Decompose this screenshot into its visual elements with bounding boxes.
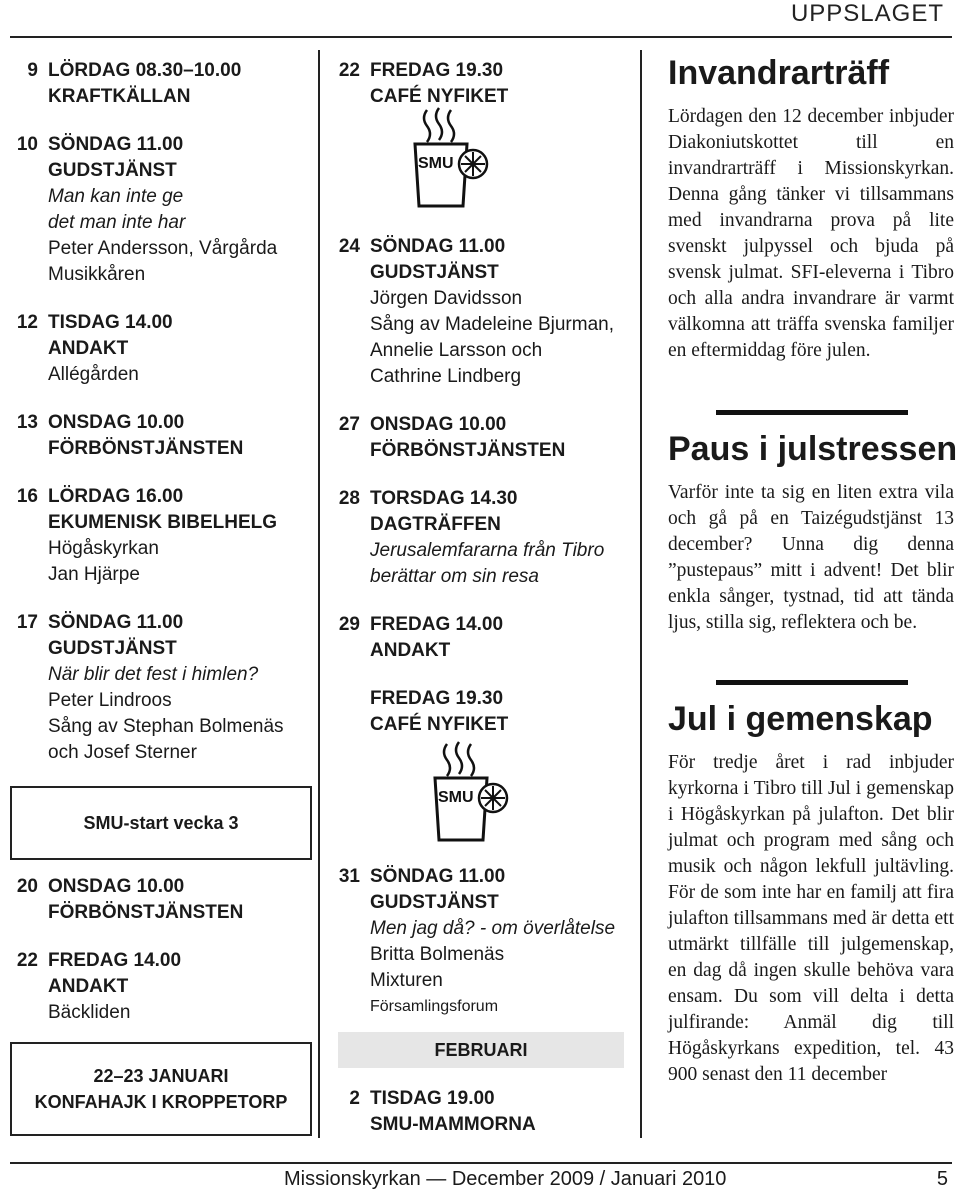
event-title: FÖRBÖNSTJÄNSTEN: [48, 438, 244, 459]
event-theme: Men jag då? - om överlåtelse: [370, 918, 616, 939]
event-time: TISDAG 19.00: [370, 1088, 495, 1109]
event-10: [8, 132, 308, 288]
event-title: ANDAKT: [370, 640, 451, 661]
event-detail: Mixturen: [370, 970, 443, 991]
event-2: [330, 1086, 630, 1138]
event-24: [330, 234, 630, 390]
event-title: ANDAKT: [48, 338, 129, 359]
event-day: 27: [338, 414, 360, 435]
event-29: [330, 612, 630, 664]
event-time: SÖNDAG 11.00: [370, 236, 506, 257]
article-title: Invandrarträff: [668, 54, 890, 92]
event-28: [330, 486, 630, 590]
event-31: [330, 864, 630, 1020]
event-theme: berättar om sin resa: [370, 566, 539, 587]
event-detail: och Josef Sterner: [48, 742, 197, 763]
event-title: SMU-MAMMORNA: [370, 1114, 536, 1135]
event-time: FREDAG 19.30: [370, 60, 504, 81]
event-title: EKUMENISK BIBELHELG: [48, 512, 278, 533]
event-title: CAFÉ NYFIKET: [370, 714, 509, 735]
smu-cup-icon: [425, 740, 515, 850]
event-detail: Musikkåren: [48, 264, 146, 285]
middle-column: [330, 58, 630, 110]
article-body: Varför inte ta sig en liten extra vila och gå på en Taizégudstjänst 13 december? Unna dig denna ”pustepaus” mitt i advent! Det blir enkla sånger, tystnad, tid att tända ljus, stilla sig, reflektera och be.: [668, 482, 954, 633]
article-title: Paus i julstressen: [668, 430, 958, 468]
event-theme: Jerusalemfararna från Tibro: [370, 540, 605, 561]
event-time: LÖRDAG 08.30–10.00: [48, 60, 242, 81]
smu-start-label: SMU-start vecka 3: [83, 813, 239, 833]
page-number: 5: [936, 1168, 948, 1190]
header-rule: [10, 36, 952, 38]
event-time: ONSDAG 10.00: [48, 876, 185, 897]
event-12: [8, 310, 308, 388]
event-title: CAFÉ NYFIKET: [370, 86, 509, 107]
event-17: [8, 610, 308, 766]
month-band: [338, 1032, 624, 1068]
event-day: 9: [27, 60, 38, 81]
event-detail: Bäckliden: [48, 1002, 131, 1023]
event-day: 13: [16, 412, 38, 433]
event-time: FREDAG 19.30: [370, 688, 504, 709]
event-time: LÖRDAG 16.00: [48, 486, 184, 507]
event-title: GUDSTJÄNST: [48, 160, 177, 181]
middle-column-4: [330, 1086, 630, 1138]
event-13: [8, 410, 308, 462]
article-body: Lördagen den 12 december inbjuder Diakoniutskottet till en invandrarträff i Missionskyrkan. Denna gång tänker vi tillsammans med invandrarna prova på lite svenskt julpyssel och bjuda på svensk julmat. SFI-eleverna i Tibro och alla andra invandrare är varmt välkomna att träffa svenska familjer en eftermiddag före julen.: [668, 106, 954, 361]
article-title: Jul i gemenskap: [668, 700, 933, 738]
event-detail: Peter Lindroos: [48, 690, 172, 711]
event-time: SÖNDAG 11.00: [48, 612, 184, 633]
konfahajk-box: [10, 1042, 312, 1136]
section-header: UPPSLAGET: [790, 0, 944, 27]
event-day: 10: [16, 134, 38, 155]
event-time: ONSDAG 10.00: [48, 412, 185, 433]
event-time: SÖNDAG 11.00: [370, 866, 506, 887]
middle-column-3: [330, 864, 630, 1020]
footer-rule: [10, 1162, 952, 1164]
article-divider: [716, 680, 908, 685]
konfahajk-date: 22–23 JANUARI: [93, 1066, 229, 1086]
column-divider-left: [318, 50, 320, 1138]
event-9: [8, 58, 308, 110]
event-title: GUDSTJÄNST: [370, 262, 499, 283]
event-detail: Sång av Stephan Bolmenäs: [48, 716, 284, 737]
event-detail: Församlingsforum: [370, 998, 499, 1015]
event-detail: Cathrine Lindberg: [370, 366, 522, 387]
event-day: 2: [349, 1088, 360, 1109]
month-label: FEBRUARI: [434, 1039, 528, 1060]
event-detail: Britta Bolmenäs: [370, 944, 505, 965]
event-time: TORSDAG 14.30: [370, 488, 518, 509]
event-time: FREDAG 14.00: [48, 950, 182, 971]
event-time: TISDAG 14.00: [48, 312, 173, 333]
cup-label: SMU: [438, 789, 474, 806]
event-title: FÖRBÖNSTJÄNSTEN: [370, 440, 566, 461]
event-16: [8, 484, 308, 588]
event-detail: Högåskyrkan: [48, 538, 159, 559]
event-title: GUDSTJÄNST: [370, 892, 499, 913]
event-day: 24: [338, 236, 360, 257]
event-detail: Peter Andersson, Vårgårda: [48, 238, 278, 259]
event-time: SÖNDAG 11.00: [48, 134, 184, 155]
article-divider: [716, 410, 908, 415]
event-29-cafe: [330, 686, 630, 738]
cup-label: SMU: [418, 155, 454, 172]
article-body: För tredje året i rad inbjuder kyrkorna i Tibro till Jul i gemenskap i Högåskyrkan på julafton. Det blir julmat och program med sång och musik och någon lekfull jultävling. För de som inte har en familj att fira julafton tillsammans med är detta ett utmärkt tillfälle till julgemenskap, en dag då ingen skulle behöva vara ensam. Du som vill delta i detta julfirande: Anmäl dig till Högåskyrkans expedition, tel. 43 900 senast den 11 december: [668, 752, 954, 1085]
konfahajk-title: KONFAHAJK I KROPPETORP: [34, 1092, 288, 1112]
event-theme: det man inte har: [48, 212, 186, 233]
left-column: [8, 58, 308, 766]
event-22: [8, 948, 308, 1026]
event-theme: När blir det fest i himlen?: [48, 664, 259, 685]
event-detail: Sång av Madeleine Bjurman,: [370, 314, 614, 335]
event-theme: Man kan inte ge: [48, 186, 184, 207]
event-time: FREDAG 14.00: [370, 614, 504, 635]
event-day: 29: [338, 614, 360, 635]
event-detail: Jan Hjärpe: [48, 564, 140, 585]
event-day: 17: [16, 612, 38, 633]
event-day: 20: [16, 876, 38, 897]
event-title: GUDSTJÄNST: [48, 638, 177, 659]
event-detail: Allégården: [48, 364, 139, 385]
smu-cup-icon: [405, 106, 495, 216]
middle-column-2: [330, 234, 630, 738]
event-day: 22: [16, 950, 38, 971]
event-20: [8, 874, 308, 926]
event-title: FÖRBÖNSTJÄNSTEN: [48, 902, 244, 923]
event-27: [330, 412, 630, 464]
event-day: 22: [338, 60, 360, 81]
event-day: 16: [16, 486, 38, 507]
left-column-lower: [8, 874, 308, 1026]
smu-start-box: [10, 786, 312, 860]
event-day: 12: [16, 312, 38, 333]
event-detail: Annelie Larsson och: [370, 340, 543, 361]
event-detail: Jörgen Davidsson: [370, 288, 523, 309]
event-day: 31: [338, 866, 360, 887]
column-divider-right: [640, 50, 642, 1138]
footer-text: Missionskyrkan — December 2009 / Januari 2010: [284, 1168, 727, 1190]
event-title: KRAFTKÄLLAN: [48, 86, 191, 107]
event-22-cafe: [330, 58, 630, 110]
event-title: DAGTRÄFFEN: [370, 514, 501, 535]
event-title: ANDAKT: [48, 976, 129, 997]
event-time: ONSDAG 10.00: [370, 414, 507, 435]
event-day: 28: [338, 488, 360, 509]
